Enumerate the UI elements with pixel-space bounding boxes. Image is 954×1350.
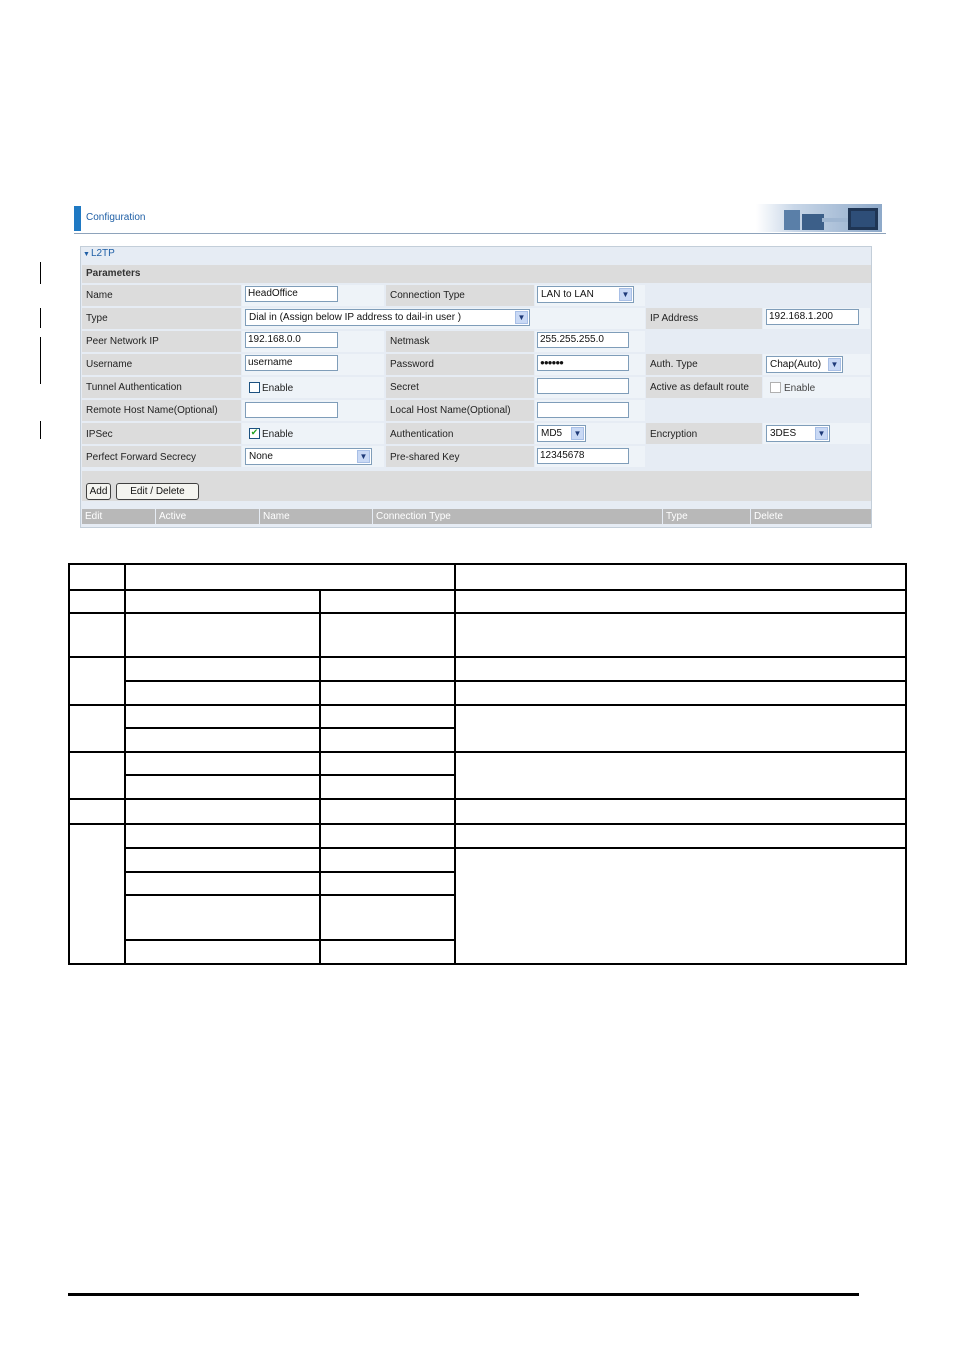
default-route-checkbox[interactable] — [770, 382, 781, 393]
pfs-value: None — [249, 451, 273, 462]
chevron-down-icon: ▼ — [357, 450, 370, 463]
table-row-line — [68, 751, 907, 753]
column-name: Name — [260, 509, 372, 524]
secret-input[interactable] — [537, 378, 629, 394]
change-bar — [40, 308, 41, 328]
table-row-line — [68, 798, 907, 800]
authentication-label: Authentication — [390, 429, 454, 440]
pfs-select[interactable] — [245, 448, 372, 465]
parameters-bar — [82, 265, 871, 283]
username-label: Username — [86, 359, 133, 370]
type-label: Type — [86, 313, 108, 324]
table-row-line — [124, 894, 456, 896]
encryption-select[interactable] — [766, 425, 830, 442]
table-row-line — [68, 612, 907, 614]
netmask-label: Netmask — [390, 336, 430, 347]
tunnel-auth-enable-label: Enable — [262, 383, 294, 394]
tunnel-auth-label: Tunnel Authentication — [86, 382, 182, 393]
table-row-line — [124, 680, 907, 682]
default-route-enable-label: Enable — [784, 383, 816, 394]
column-delete: Delete — [751, 509, 871, 524]
l2tp-title-text: L2TP — [90, 248, 115, 259]
change-bar — [40, 262, 41, 284]
header-divider — [74, 233, 886, 234]
default-route-label: Active as default route — [650, 382, 749, 393]
column-edit: Edit — [82, 509, 155, 524]
chevron-down-icon: ▼ — [815, 427, 828, 440]
connection-type-select[interactable] — [537, 286, 634, 303]
chevron-down-icon: ▼ — [619, 288, 632, 301]
local-host-label: Local Host Name(Optional) — [390, 405, 511, 416]
tunnel-auth-checkbox[interactable] — [249, 382, 260, 393]
table-border-bottom — [68, 963, 907, 965]
table-row-line — [124, 871, 456, 873]
connection-type-label: Connection Type — [390, 290, 465, 301]
auth-type-select[interactable] — [766, 356, 843, 373]
ip-address-input[interactable]: 192.168.1.200 — [766, 309, 859, 325]
name-input[interactable]: HeadOffice — [245, 286, 338, 302]
table-row-line — [68, 704, 907, 706]
table-row-line — [124, 774, 456, 776]
checkmark-icon: ✔ — [250, 428, 259, 438]
table-row-line — [124, 847, 907, 849]
collapse-icon: ▼ — [83, 251, 90, 258]
password-label: Password — [390, 359, 434, 370]
table-row-line — [124, 727, 456, 729]
table-col-line — [319, 589, 321, 965]
type-value: Dial in (Assign below IP address to dail-in user ) — [249, 312, 462, 323]
remote-host-label: Remote Host Name(Optional) — [86, 405, 218, 416]
footer-rule — [68, 1293, 859, 1296]
encryption-label: Encryption — [650, 429, 698, 440]
connection-type-value: LAN to LAN — [541, 289, 594, 300]
page-title: Configuration — [86, 212, 146, 223]
change-bar — [40, 421, 41, 439]
column-connection-type: Connection Type — [373, 509, 662, 524]
ipsec-label: IPSec — [86, 429, 113, 440]
column-active: Active — [156, 509, 259, 524]
change-bar — [40, 337, 41, 384]
column-type: Type — [663, 509, 750, 524]
preshared-key-input[interactable]: 12345678 — [537, 448, 629, 464]
encryption-value: 3DES — [770, 428, 797, 439]
office-banner-image — [756, 204, 882, 232]
pfs-label: Perfect Forward Secrecy — [86, 452, 197, 463]
table-row-line — [68, 823, 907, 825]
chevron-down-icon: ▼ — [571, 427, 584, 440]
password-input[interactable]: ●●●●●● — [537, 355, 629, 371]
table-border-left — [68, 563, 70, 965]
username-input[interactable]: username — [245, 355, 338, 371]
auth-type-label: Auth. Type — [650, 359, 698, 370]
ipsec-checkbox[interactable] — [249, 428, 260, 439]
table-row-line — [124, 939, 456, 941]
parameters-label: Parameters — [86, 268, 141, 279]
table-col-line — [124, 563, 126, 965]
table-border-top — [68, 563, 907, 565]
name-label: Name — [86, 290, 113, 301]
table-col-line — [454, 563, 456, 965]
auth-type-value: Chap(Auto) — [770, 359, 822, 370]
preshared-key-label: Pre-shared Key — [390, 452, 460, 463]
ip-address-label: IP Address — [650, 313, 699, 324]
remote-host-input[interactable] — [245, 402, 338, 418]
authentication-select[interactable] — [537, 425, 586, 442]
table-row-line — [68, 656, 907, 658]
add-button[interactable]: Add — [86, 483, 111, 500]
netmask-input[interactable]: 255.255.255.0 — [537, 332, 629, 348]
peer-network-ip-input[interactable]: 192.168.0.0 — [245, 332, 338, 348]
peer-network-ip-label: Peer Network IP — [86, 336, 159, 347]
header-accent-bar — [74, 206, 81, 231]
chevron-down-icon: ▼ — [515, 311, 528, 324]
table-border-right — [905, 563, 907, 965]
button-area — [82, 471, 871, 501]
l2tp-panel-title[interactable] — [83, 248, 115, 259]
ipsec-enable-label: Enable — [262, 429, 294, 440]
local-host-input[interactable] — [537, 402, 629, 418]
edit-delete-button[interactable]: Edit / Delete — [116, 483, 199, 500]
type-select[interactable] — [245, 309, 530, 326]
chevron-down-icon: ▼ — [828, 358, 841, 371]
authentication-value: MD5 — [541, 428, 563, 439]
secret-label: Secret — [390, 382, 419, 393]
table-row-line — [68, 589, 907, 591]
